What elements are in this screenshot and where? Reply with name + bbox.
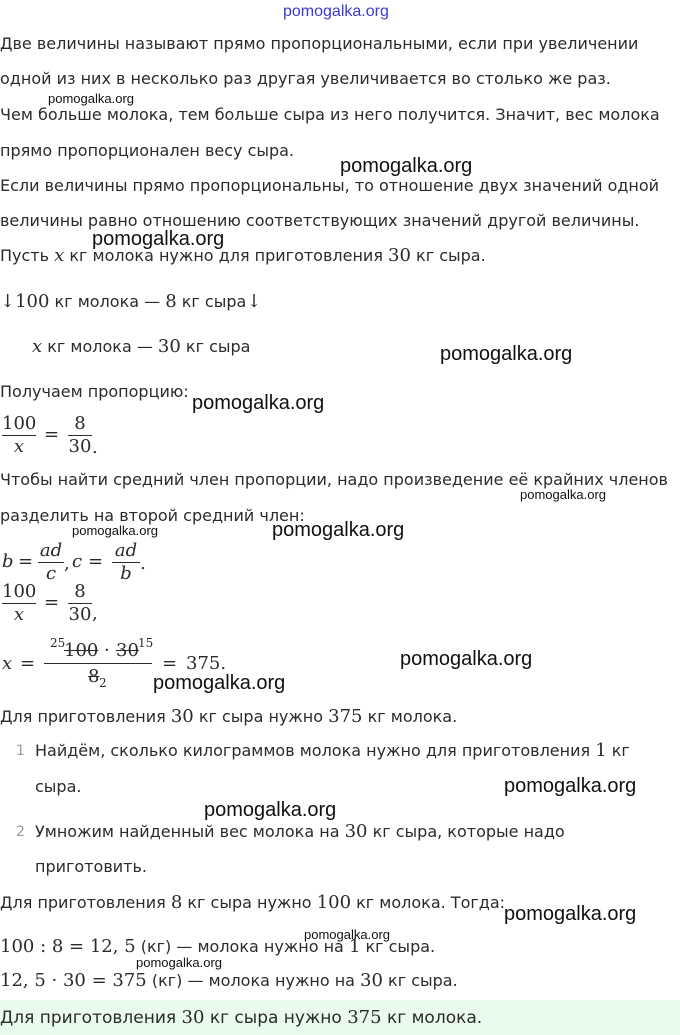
watermark: pomogalka.org	[504, 903, 637, 925]
watermark: pomogalka.org	[304, 927, 390, 942]
list-item-2-line-1: Умножим найденный вес молока на 30 кг сыра, которые надо	[35, 821, 565, 842]
watermark: pomogalka.org	[92, 228, 225, 250]
list-number-1: 1	[16, 743, 25, 759]
fraction-ad-c: ad c	[39, 540, 63, 584]
answer-line: Для приготовления 30 кг сыра нужно 375 кг молока.	[0, 706, 458, 727]
property-line-1: Если величины прямо пропорциональны, то отношение двух значений одной	[0, 176, 660, 195]
list-item-1-line-2: сыра.	[35, 777, 82, 796]
fraction-8-30-2: 8 30	[68, 581, 92, 625]
fraction-8-30: 8 30	[68, 413, 92, 457]
alt-calc-1: 100 : 8 = 12, 5 (кг) — молока нужно на 1 кг сыра.	[0, 936, 436, 957]
scheme-row-2: x кг молока — 30 кг сыра	[32, 336, 251, 357]
fraction-ad-b: ad b	[112, 540, 140, 585]
fraction-100-x: 100 x	[2, 413, 37, 457]
list-number-2: 2	[16, 824, 25, 840]
reduced-fraction: 25 100 · 30 15 8 2	[44, 636, 152, 686]
definition-line-1: Две величины называют прямо пропорциональными, если при увеличении	[0, 34, 639, 53]
watermark: pomogalka.org	[72, 523, 158, 538]
watermark: pomogalka.org	[153, 672, 286, 694]
watermark: pomogalka.org	[48, 91, 134, 106]
arrow-down-icon: ↓	[0, 291, 16, 312]
explanation-line-2: прямо пропорционален весу сыра.	[0, 141, 295, 160]
watermark: pomogalka.org	[136, 955, 222, 970]
watermark: pomogalka.org	[204, 799, 337, 821]
alt-intro: Для приготовления 8 кг сыра нужно 100 кг молока. Тогда:	[0, 892, 506, 913]
final-answer: Для приготовления 30 кг сыра нужно 375 кг молока.	[0, 1007, 483, 1028]
list-item-2-line-2: приготовить.	[35, 857, 147, 876]
watermark: pomogalka.org	[340, 155, 473, 177]
watermark: pomogalka.org	[400, 648, 533, 670]
let-statement: Пусть x кг молока нужно для приготовления 30 кг сыра.	[0, 245, 486, 266]
scheme-row-1: ↓100 кг молока — 8 кг сыра↓	[0, 291, 262, 312]
proportion-label: Получаем пропорцию:	[0, 382, 189, 401]
explanation-line-1: Чем больше молока, тем больше сыра из него получится. Значит, вес молока	[0, 105, 660, 124]
watermark: pomogalka.org	[504, 775, 637, 797]
property-line-2: величины равно отношению соответствующих значений другой величины.	[0, 211, 640, 230]
rule-line-1: Чтобы найти средний член пропорции, надо произведение её крайних членов	[0, 470, 668, 489]
arrow-down-icon: ↓	[246, 291, 262, 312]
alt-calc-2: 12, 5 · 30 = 375 (кг) — молока нужно на 30 кг сыра.	[0, 970, 458, 991]
watermark: pomogalka.org	[520, 487, 606, 502]
fraction-100-x-2: 100 x	[2, 581, 37, 625]
watermark: pomogalka.org	[272, 519, 405, 541]
rule-line-2: разделить на второй средний член:	[0, 506, 305, 525]
watermark: pomogalka.org	[440, 343, 573, 365]
list-item-1-line-1: Найдём, сколько килограммов молока нужно для приготовления 1 кг	[35, 740, 630, 761]
watermark-top: pomogalka.org	[283, 3, 389, 20]
definition-line-2: одной из них в несколько раз другая увеличивается во столько же раз.	[0, 69, 611, 88]
watermark: pomogalka.org	[192, 392, 325, 414]
